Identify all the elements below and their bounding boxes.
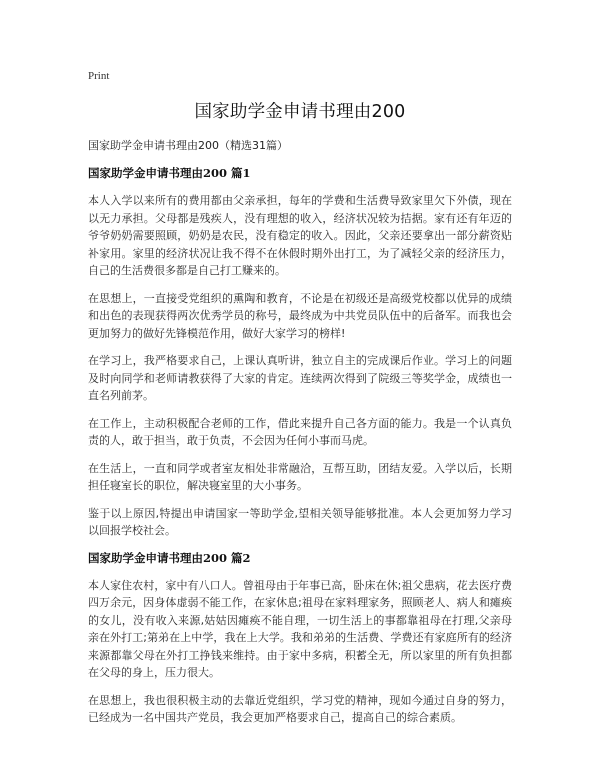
paragraph: 在思想上，我也很积极主动的去靠近党组织，学习党的精神，现如今通过自身的努力，已经成为一名中国共产党员，我会更加严格要求自己，提高自己的综合素质。 [88, 693, 512, 724]
paragraph: 本人家住农村，家中有八口人。曾祖母由于年事已高，卧床在休;祖父患病，花去医疗费四万余元，因身体虚弱不能工作，在家休息;祖母在家料理家务，照顾老人、病人和瘫痪的女儿，没有收入来源,姑姑因瘫痪不能自理，一切生活上的事都靠祖母在打理,父亲母亲在外打工;第弟在上中学，我在上大学。我和弟弟的生活费、学费还有家庭所有的经济来源都靠父母在外打工挣钱来维持。由于家中多病，积蓄全无，所以家里的所有负担都在父母的身上，压力很大。 [88, 578, 512, 679]
section-heading-1: 国家助学金申请书理由200 篇1 [88, 166, 251, 180]
document-subtitle: 国家助学金申请书理由200（精选31篇） [88, 139, 288, 152]
print-link[interactable]: Print [88, 70, 110, 82]
paragraph: 在工作上，主动积极配合老师的工作，借此来提升自己各方面的能力。我是一个认真负责的人，敢于担当，敢于负责，不会因为任何小事而马虎。 [88, 416, 512, 447]
paragraph: 鉴于以上原因,特提出申请国家一等助学金,望相关领导能够批准。本人会更加努力学习以回报学校社会。 [88, 506, 512, 537]
section-heading-2: 国家助学金申请书理由200 篇2 [88, 550, 251, 565]
paragraph: 在生活上，一直和同学或者室友相处非常融洽，互帮互助，团结友爱。入学以后，长期担任寝室长的职位，解决寝室里的大小事务。 [88, 461, 512, 492]
paragraph: 本人入学以来所有的费用都由父亲承担，每年的学费和生活费导致家里欠下外债，现在以无力承担。父母都是残疾人，没有理想的收入，经济状况较为拮据。家有还有年迈的爷爷奶奶需要照顾，奶奶是农民，没有稳定的收入。因此，父亲还要拿出一部分薪资贴补家用。家里的经济状况让我不得不在休假时期外出打工，为了减轻父亲的经济压力，自己的生活费很多都是自己打工赚来的。 [88, 194, 512, 277]
paragraph: 在学习上，我严格要求自己，上课认真听讲，独立自主的完成课后作业。学习上的问题及时向同学和老师请教获得了大家的肯定。连续两次得到了院级三等奖学金，成绩也一直名列前茅。 [88, 354, 512, 402]
page-title: 国家助学金申请书理由200 [194, 102, 406, 122]
paragraph: 在思想上，一直接受党组织的熏陶和教育，不论是在初级还是高级党校都以优异的成绩和出色的表现获得两次优秀学员的称号，最终成为中共党员队伍中的后备军。而我也会更加努力的做好先锋模范作用，做好大家学习的榜样! [88, 291, 512, 340]
